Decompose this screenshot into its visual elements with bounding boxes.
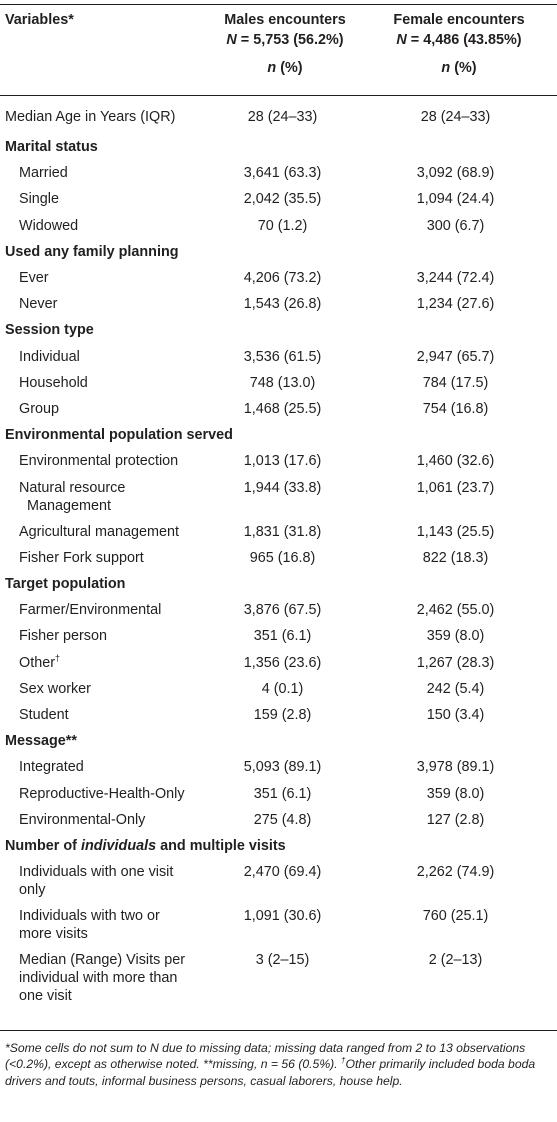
male-value: 28 (24–33): [247, 109, 318, 125]
header-males: [215, 10, 355, 78]
bottom-rule: [0, 1030, 557, 1031]
male-value: 1,013 (17.6): [243, 453, 322, 470]
row-label: Individuals with one visit only: [19, 864, 174, 899]
header-females: [384, 10, 534, 78]
row-label: Environmental population served: [5, 427, 233, 444]
female-value: 1,267 (28.3): [416, 654, 495, 671]
females-title: Female encounters: [393, 12, 525, 28]
male-value: 3,641 (63.3): [243, 165, 322, 182]
female-value: 3,978 (89.1): [416, 759, 495, 776]
male-value: 3,536 (61.5): [243, 348, 322, 365]
female-value: 784 (17.5): [422, 374, 489, 391]
female-value: 3,244 (72.4): [416, 270, 495, 286]
male-value: 4 (0.1): [261, 680, 304, 697]
row-label: Household: [19, 374, 88, 391]
row-label: Other†: [19, 652, 61, 671]
female-value: 2 (2–13): [428, 952, 483, 969]
male-value: 3 (2–15): [255, 952, 310, 969]
row-label: Single: [19, 191, 60, 208]
row-label: Individuals with two or more visits: [19, 908, 160, 943]
male-value: 3,876 (67.5): [243, 602, 322, 619]
male-value: 1,944 (33.8): [243, 479, 322, 496]
female-value: 300 (6.7): [426, 217, 485, 234]
male-value: 1,091 (30.6): [243, 908, 322, 925]
row-label: Environmental-Only: [19, 811, 146, 828]
female-value: 242 (5.4): [426, 680, 485, 697]
male-value: 351 (6.1): [253, 628, 312, 645]
row-label: Number of individuals and multiple visits: [5, 838, 286, 854]
female-value: 1,460 (32.6): [416, 453, 495, 470]
female-value: 1,094 (24.4): [416, 191, 495, 208]
male-value: 1,468 (25.5): [243, 401, 322, 417]
top-rule: [0, 4, 557, 5]
row-label: Reproductive-Health-Only: [19, 785, 185, 802]
male-value: 159 (2.8): [253, 707, 312, 723]
female-value: 359 (8.0): [426, 628, 485, 645]
table-footnote: *Some cells do not sum to N due to missing data; missing data ranged from 2 to 13 observations (<0.2%), except as otherwise noted. **missing, n = 56 (0.5%). †Other primarily included boda boda drivers and touts, informal business persons, casual laborers, house help.: [5, 1041, 536, 1088]
row-label: Message**: [5, 733, 77, 750]
female-value: 150 (3.4): [426, 707, 485, 723]
female-value: 127 (2.8): [426, 811, 485, 828]
row-label: Fisher Fork support: [19, 549, 144, 566]
row-label: Target population: [5, 576, 126, 592]
row-label: Fisher person: [19, 628, 107, 645]
female-value: 2,262 (74.9): [416, 864, 495, 881]
row-label: Student: [19, 707, 69, 723]
row-label: Married: [19, 165, 68, 182]
male-value: 965 (16.8): [249, 549, 316, 566]
row-label: Widowed: [19, 217, 79, 234]
males-title: Males encounters: [224, 12, 346, 28]
male-value: 5,093 (89.1): [243, 759, 322, 776]
female-value: 28 (24–33): [420, 109, 491, 125]
male-value: 748 (13.0): [249, 374, 316, 391]
row-label: Used any family planning: [5, 243, 179, 260]
male-value: 351 (6.1): [253, 785, 312, 802]
male-value: 1,356 (23.6): [243, 654, 322, 671]
row-label: Sex worker: [19, 680, 91, 697]
row-label: Median (Range) Visits per individual with more than one visit: [19, 952, 186, 1005]
row-label: Group: [19, 401, 59, 417]
females-n: N = 4,486 (43.85%): [396, 32, 522, 48]
row-label: Marital status: [5, 139, 98, 155]
female-value: 1,234 (27.6): [416, 296, 495, 313]
male-value: 4,206 (73.2): [243, 270, 322, 286]
male-value: 1,543 (26.8): [243, 296, 322, 313]
males-unit: n (%): [267, 60, 303, 76]
male-value: 275 (4.8): [253, 811, 312, 828]
row-label: Environmental protection: [19, 453, 179, 470]
female-value: 2,462 (55.0): [416, 602, 495, 619]
female-value: 760 (25.1): [422, 908, 489, 925]
row-label: Never: [19, 296, 58, 313]
female-value: 2,947 (65.7): [416, 348, 495, 365]
males-n: N = 5,753 (56.2%): [226, 32, 344, 48]
row-label: Natural resource Management: [19, 479, 126, 514]
females-unit: n (%): [441, 60, 477, 76]
male-value: 70 (1.2): [257, 217, 308, 234]
row-label: Session type: [5, 322, 94, 339]
male-value: 1,831 (31.8): [243, 523, 322, 540]
row-label: Ever: [19, 270, 49, 286]
row-label: Agricultural management: [19, 523, 179, 540]
female-value: 1,143 (25.5): [416, 523, 495, 540]
female-value: 822 (18.3): [422, 549, 489, 566]
row-label: Median Age in Years (IQR): [5, 109, 176, 125]
row-label: Individual: [19, 348, 80, 365]
female-value: 754 (16.8): [422, 401, 489, 417]
female-value: 3,092 (68.9): [416, 165, 495, 182]
row-label: Integrated: [19, 759, 84, 776]
header-rule: [0, 95, 557, 96]
female-value: 359 (8.0): [426, 785, 485, 802]
row-label: Farmer/Environmental: [19, 602, 162, 619]
female-value: 1,061 (23.7): [416, 479, 495, 496]
male-value: 2,470 (69.4): [243, 864, 322, 881]
header-variables: Variables*: [5, 12, 74, 28]
male-value: 2,042 (35.5): [243, 191, 322, 208]
